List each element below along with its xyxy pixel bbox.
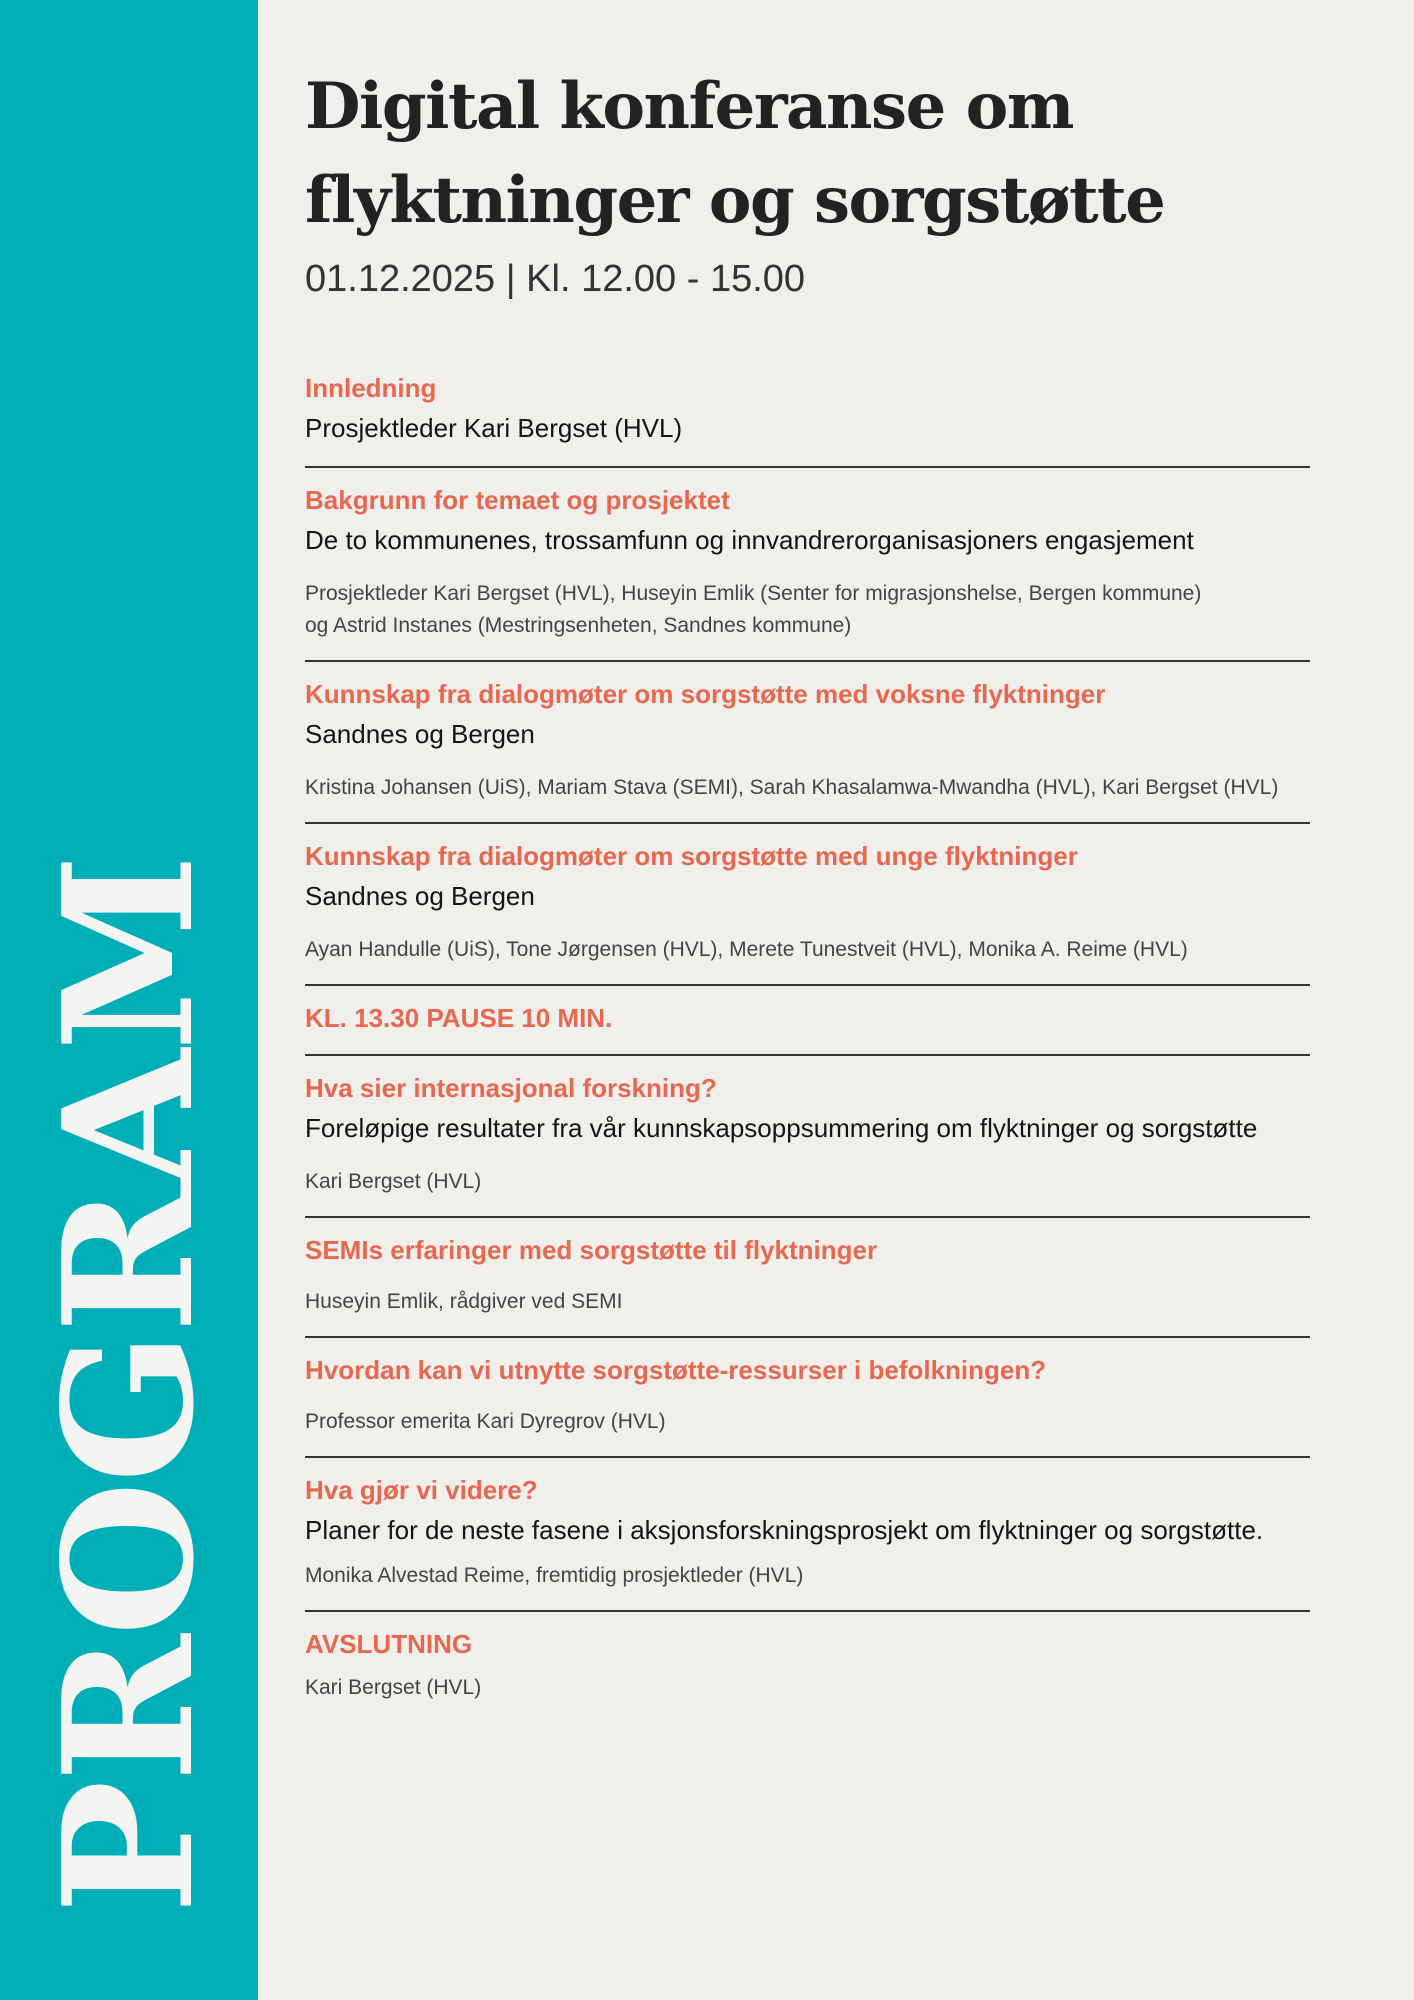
program-item-videre [305, 1458, 1310, 1612]
program-item-semi [305, 1218, 1310, 1338]
item-heading: Kunnskap fra dialogmøter om sorgstøtte med voksne flyktninger [305, 679, 1106, 709]
item-heading: Kunnskap fra dialogmøter om sorgstøtte med unge flyktninger [305, 841, 1078, 871]
item-heading: Innledning [305, 373, 437, 403]
item-speakers: Huseyin Emlik, rådgiver ved SEMI [305, 1290, 623, 1313]
item-speakers: Kari Bergset (HVL) [305, 1676, 482, 1699]
event-date: 01.12.2025 | Kl. 12.00 - 15.00 [305, 258, 806, 300]
sidebar [0, 0, 258, 2000]
item-speakers: Monika Alvestad Reime, fremtidig prosjektleder (HVL) [305, 1564, 804, 1587]
program-item-avslutning [305, 1612, 1310, 1722]
item-speakers: Kristina Johansen (UiS), Mariam Stava (SEMI), Sarah Khasalamwa-Mwandha (HVL), Kari Bergset (HVL) [305, 776, 1279, 799]
program-item-pause [305, 986, 1310, 1056]
title-line-1: Digital konferanse om [305, 69, 1073, 144]
sidebar-program-label: PROGRAM [24, 856, 233, 1914]
program-item-ressurser [305, 1338, 1310, 1458]
speaker-line: Prosjektleder Kari Bergset (HVL), Huseyin Emlik (Senter for migrasjonshelse, Bergen kommune) [305, 582, 1202, 605]
program-item-bakgrunn [305, 468, 1310, 662]
program-item-forskning [305, 1056, 1310, 1218]
item-heading: Hvordan kan vi utnytte sorgstøtte-ressurser i befolkningen? [305, 1355, 1047, 1385]
program-item-innledning [305, 370, 1310, 468]
item-heading: Hva sier internasjonal forskning? [305, 1073, 717, 1103]
item-subtitle: Sandnes og Bergen [305, 719, 535, 749]
program-item-voksne [305, 662, 1310, 824]
page-title [305, 60, 1310, 248]
item-speakers: Kari Bergset (HVL) [305, 1170, 482, 1193]
item-subtitle: Sandnes og Bergen [305, 881, 535, 911]
main-content [305, 60, 1310, 1722]
title-line-2: flyktninger og sorgstøtte [305, 163, 1165, 238]
item-heading: SEMIs erfaringer med sorgstøtte til flyktninger [305, 1235, 878, 1265]
item-speakers: Professor emerita Kari Dyregrov (HVL) [305, 1410, 666, 1433]
item-heading: AVSLUTNING [305, 1629, 473, 1659]
item-subtitle: Foreløpige resultater fra vår kunnskapsoppsummering om flyktninger og sorgstøtte [305, 1113, 1258, 1143]
speaker-line: og Astrid Instanes (Mestringsenheten, Sandnes kommune) [305, 614, 852, 637]
item-subtitle: De to kommunenes, trossamfunn og innvandrerorganisasjoners engasjement [305, 525, 1194, 555]
item-subtitle: Prosjektleder Kari Bergset (HVL) [305, 413, 683, 443]
program-item-unge [305, 824, 1310, 986]
item-subtitle: Planer for de neste fasene i aksjonsforskningsprosjekt om flyktninger og sorgstøtte. [305, 1515, 1264, 1545]
program-list [305, 370, 1310, 1722]
item-speakers: Ayan Handulle (UiS), Tone Jørgensen (HVL), Merete Tunestveit (HVL), Monika A. Reime (HVL) [305, 938, 1188, 961]
item-heading: Bakgrunn for temaet og prosjektet [305, 485, 730, 515]
item-heading: Hva gjør vi videre? [305, 1475, 538, 1505]
item-speakers [305, 578, 1310, 642]
item-heading: KL. 13.30 PAUSE 10 MIN. [305, 1003, 613, 1033]
